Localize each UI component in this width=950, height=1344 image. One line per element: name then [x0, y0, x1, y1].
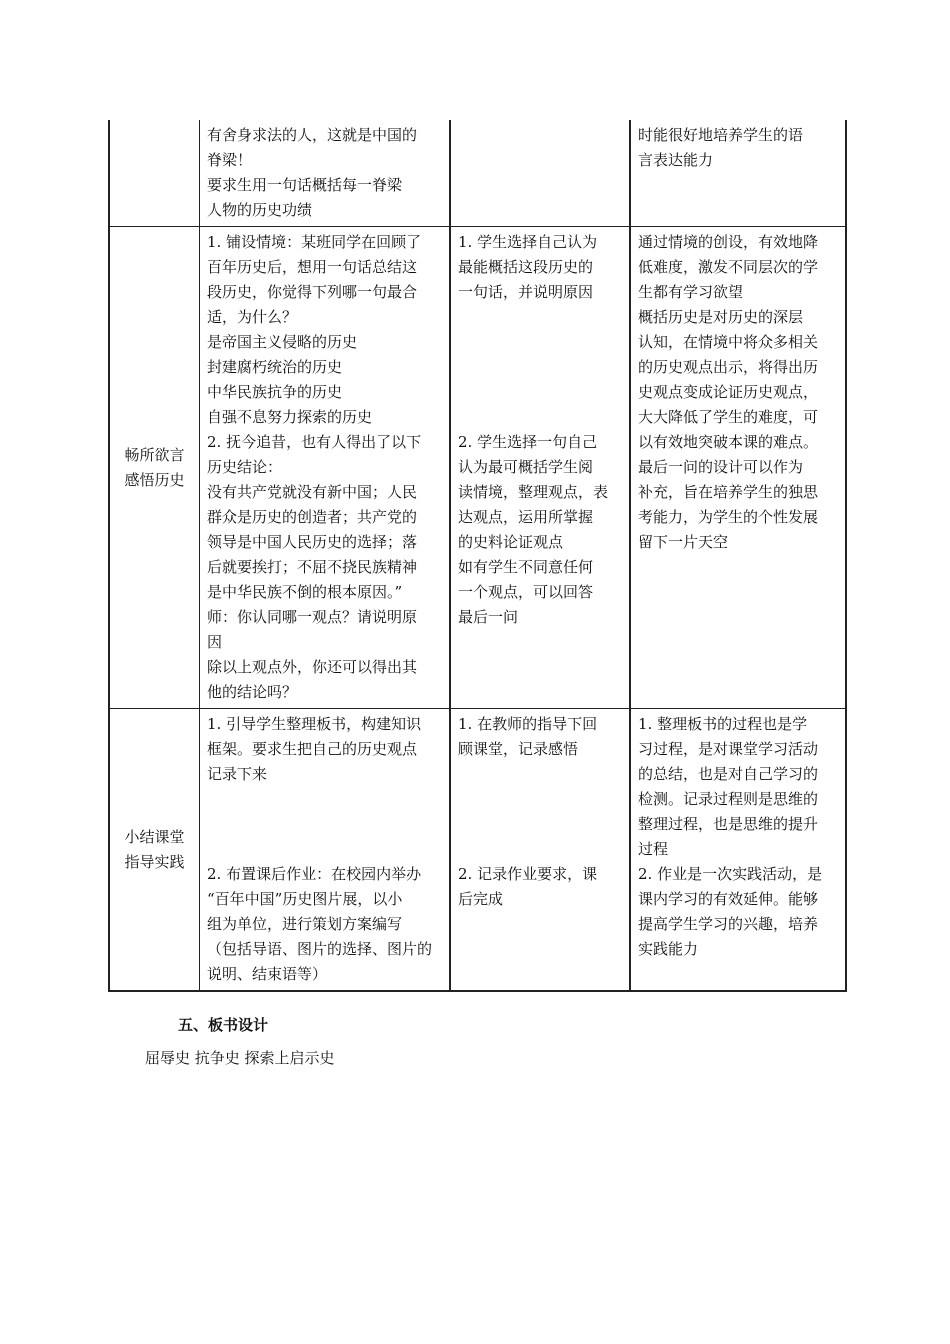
- text-line: 没有共产党就没有新中国；人民: [207, 483, 418, 501]
- text-line: 史观点变成论证历史观点，: [638, 383, 819, 401]
- text-line: 读情境，整理观点，表: [458, 483, 609, 501]
- spacer: [458, 355, 622, 380]
- spacer: [458, 837, 622, 862]
- spacer: [458, 812, 622, 837]
- spacer: [207, 787, 442, 812]
- text-line: 中华民族抗争的历史: [207, 383, 343, 401]
- student-activity-cell: [450, 709, 630, 992]
- text-line: 言表达能力: [638, 151, 714, 169]
- text-line: 检测。记录过程则是思维的: [638, 790, 819, 808]
- text-line: 是中华民族不倒的根本原因。”: [207, 583, 403, 601]
- text-line: 最后一问: [458, 608, 519, 626]
- table-row: [109, 227, 846, 709]
- text-line: 的总结，也是对自己学习的: [638, 765, 819, 783]
- text-line: 百年历史后，想用一句话总结这: [207, 258, 418, 276]
- text-line: 除以上观点外，你还可以得出其: [207, 658, 418, 676]
- text-line: 认知，在情境中将众多相关: [638, 333, 819, 351]
- text-line: 一句话，并说明原因: [458, 283, 594, 301]
- text-line: 达观点，运用所掌握: [458, 508, 594, 526]
- student-activity-cell: [450, 120, 630, 227]
- spacer: [207, 812, 442, 837]
- text-line: 认为最可概括学生阅: [458, 458, 594, 476]
- spacer: [458, 380, 622, 405]
- text-line: 历史结论：: [207, 458, 283, 476]
- text-line: 顾课堂，记录感悟: [458, 740, 579, 758]
- section-heading: 五、板书设计: [178, 1016, 269, 1034]
- text-line: 1. 整理板书的过程也是学: [638, 715, 808, 733]
- spacer: [458, 405, 622, 430]
- text-line: 是帝国主义侵略的历史: [207, 333, 358, 351]
- text-line: 师：你认同哪一观点？请说明原: [207, 608, 418, 626]
- stage-label: 小结课堂: [124, 827, 185, 846]
- design-intent-cell: [630, 227, 846, 709]
- text-line: 群众是历史的创造者；共产党的: [207, 508, 418, 526]
- text-line: 有舍身求法的人，这就是中国的: [207, 126, 418, 144]
- spacer: [458, 305, 622, 330]
- text-line: 要求生用一句话概括每一脊梁: [207, 176, 403, 194]
- student-activity-cell: [450, 227, 630, 709]
- text-line: 大大降低了学生的难度，可: [638, 408, 819, 426]
- text-line: （包括导语、图片的选择、图片的: [207, 940, 433, 958]
- text-line: “百年中国”历史图片展，以小: [207, 890, 403, 908]
- spacer: [458, 330, 622, 355]
- text-line: 考能力，为学生的个性发展: [638, 508, 819, 526]
- text-line: 2. 学生选择一句自己: [458, 433, 598, 451]
- text-line: 2. 作业是一次实践活动，是: [638, 865, 823, 883]
- teacher-activity-cell: [200, 227, 451, 709]
- stage-label: 感悟历史: [124, 470, 185, 489]
- board-design-text: 屈辱史 抗争史 探索上启示史: [145, 1049, 335, 1067]
- text-line: 脊梁！: [207, 151, 253, 169]
- text-line: 后就要挨打；不屈不挠民族精神: [207, 558, 418, 576]
- text-line: 自强不息努力探索的历史: [207, 408, 373, 426]
- text-line: 2. 抚今追昔，也有人得出了以下: [207, 433, 422, 451]
- text-line: 框架。要求生把自己的历史观点: [207, 740, 418, 758]
- text-line: 实践能力: [638, 940, 699, 958]
- teacher-activity-cell: [200, 120, 451, 227]
- text-line: 提高学生学习的兴趣，培养: [638, 915, 819, 933]
- text-line: 概括历史是对历史的深层: [638, 308, 804, 326]
- text-line: 通过情境的创设，有效地降: [638, 233, 819, 251]
- table-row: [109, 120, 846, 227]
- text-line: 领导是中国人民历史的选择；落: [207, 533, 418, 551]
- stage-cell: [109, 709, 200, 992]
- text-line: 1. 引导学生整理板书，构建知识: [207, 715, 422, 733]
- text-line: 习过程，是对课堂学习活动: [638, 740, 819, 758]
- text-line: 一个观点，可以回答: [458, 583, 594, 601]
- text-line: 他的结论吗？: [207, 683, 298, 701]
- spacer: [207, 837, 442, 862]
- text-line: 以有效地突破本课的难点。: [638, 433, 819, 451]
- text-line: 整理过程，也是思维的提升: [638, 815, 819, 833]
- text-line: 低难度，激发不同层次的学: [638, 258, 819, 276]
- text-line: 最能概括这段历史的: [458, 258, 594, 276]
- stage-label: 畅所欲言: [124, 445, 185, 464]
- text-line: 封建腐朽统治的历史: [207, 358, 343, 376]
- text-line: 过程: [638, 840, 669, 858]
- design-intent-cell: [630, 709, 846, 992]
- spacer: [458, 787, 622, 812]
- text-line: 组为单位，进行策划方案编写: [207, 915, 403, 933]
- text-line: 1. 铺设情境：某班同学在回顾了: [207, 233, 422, 251]
- design-intent-cell: [630, 120, 846, 227]
- spacer: [458, 762, 622, 787]
- text-line: 2. 记录作业要求，课: [458, 865, 598, 883]
- stage-cell: [109, 227, 200, 709]
- text-line: 说明、结束语等）: [207, 965, 328, 983]
- text-line: 如有学生不同意任何: [458, 558, 594, 576]
- text-line: 最后一问的设计可以作为: [638, 458, 804, 476]
- text-line: 时能很好地培养学生的语: [638, 126, 804, 144]
- table-row: [109, 709, 846, 992]
- text-line: 补充，旨在培养学生的独思: [638, 483, 819, 501]
- text-line: 2. 布置课后作业：在校园内举办: [207, 865, 422, 883]
- text-line: 1. 学生选择自己认为: [458, 233, 598, 251]
- text-line: 课内学习的有效延伸。能够: [638, 890, 819, 908]
- stage-label: 指导实践: [124, 852, 185, 871]
- text-line: 适，为什么？: [207, 308, 298, 326]
- text-line: 段历史，你觉得下列哪一句最合: [207, 283, 418, 301]
- text-line: 1. 在教师的指导下回: [458, 715, 598, 733]
- text-line: 后完成: [458, 890, 504, 908]
- text-line: 人物的历史功绩: [207, 201, 313, 219]
- text-line: 的史料论证观点: [458, 533, 564, 551]
- text-line: 的历史观点出示，将得出历: [638, 358, 819, 376]
- text-line: 生都有学习欲望: [638, 283, 744, 301]
- lesson-plan-table: [108, 120, 847, 992]
- text-line: 因: [207, 633, 223, 651]
- text-line: 记录下来: [207, 765, 268, 783]
- stage-cell: [109, 120, 200, 227]
- teacher-activity-cell: [200, 709, 451, 992]
- text-line: 留下一片天空: [638, 533, 729, 551]
